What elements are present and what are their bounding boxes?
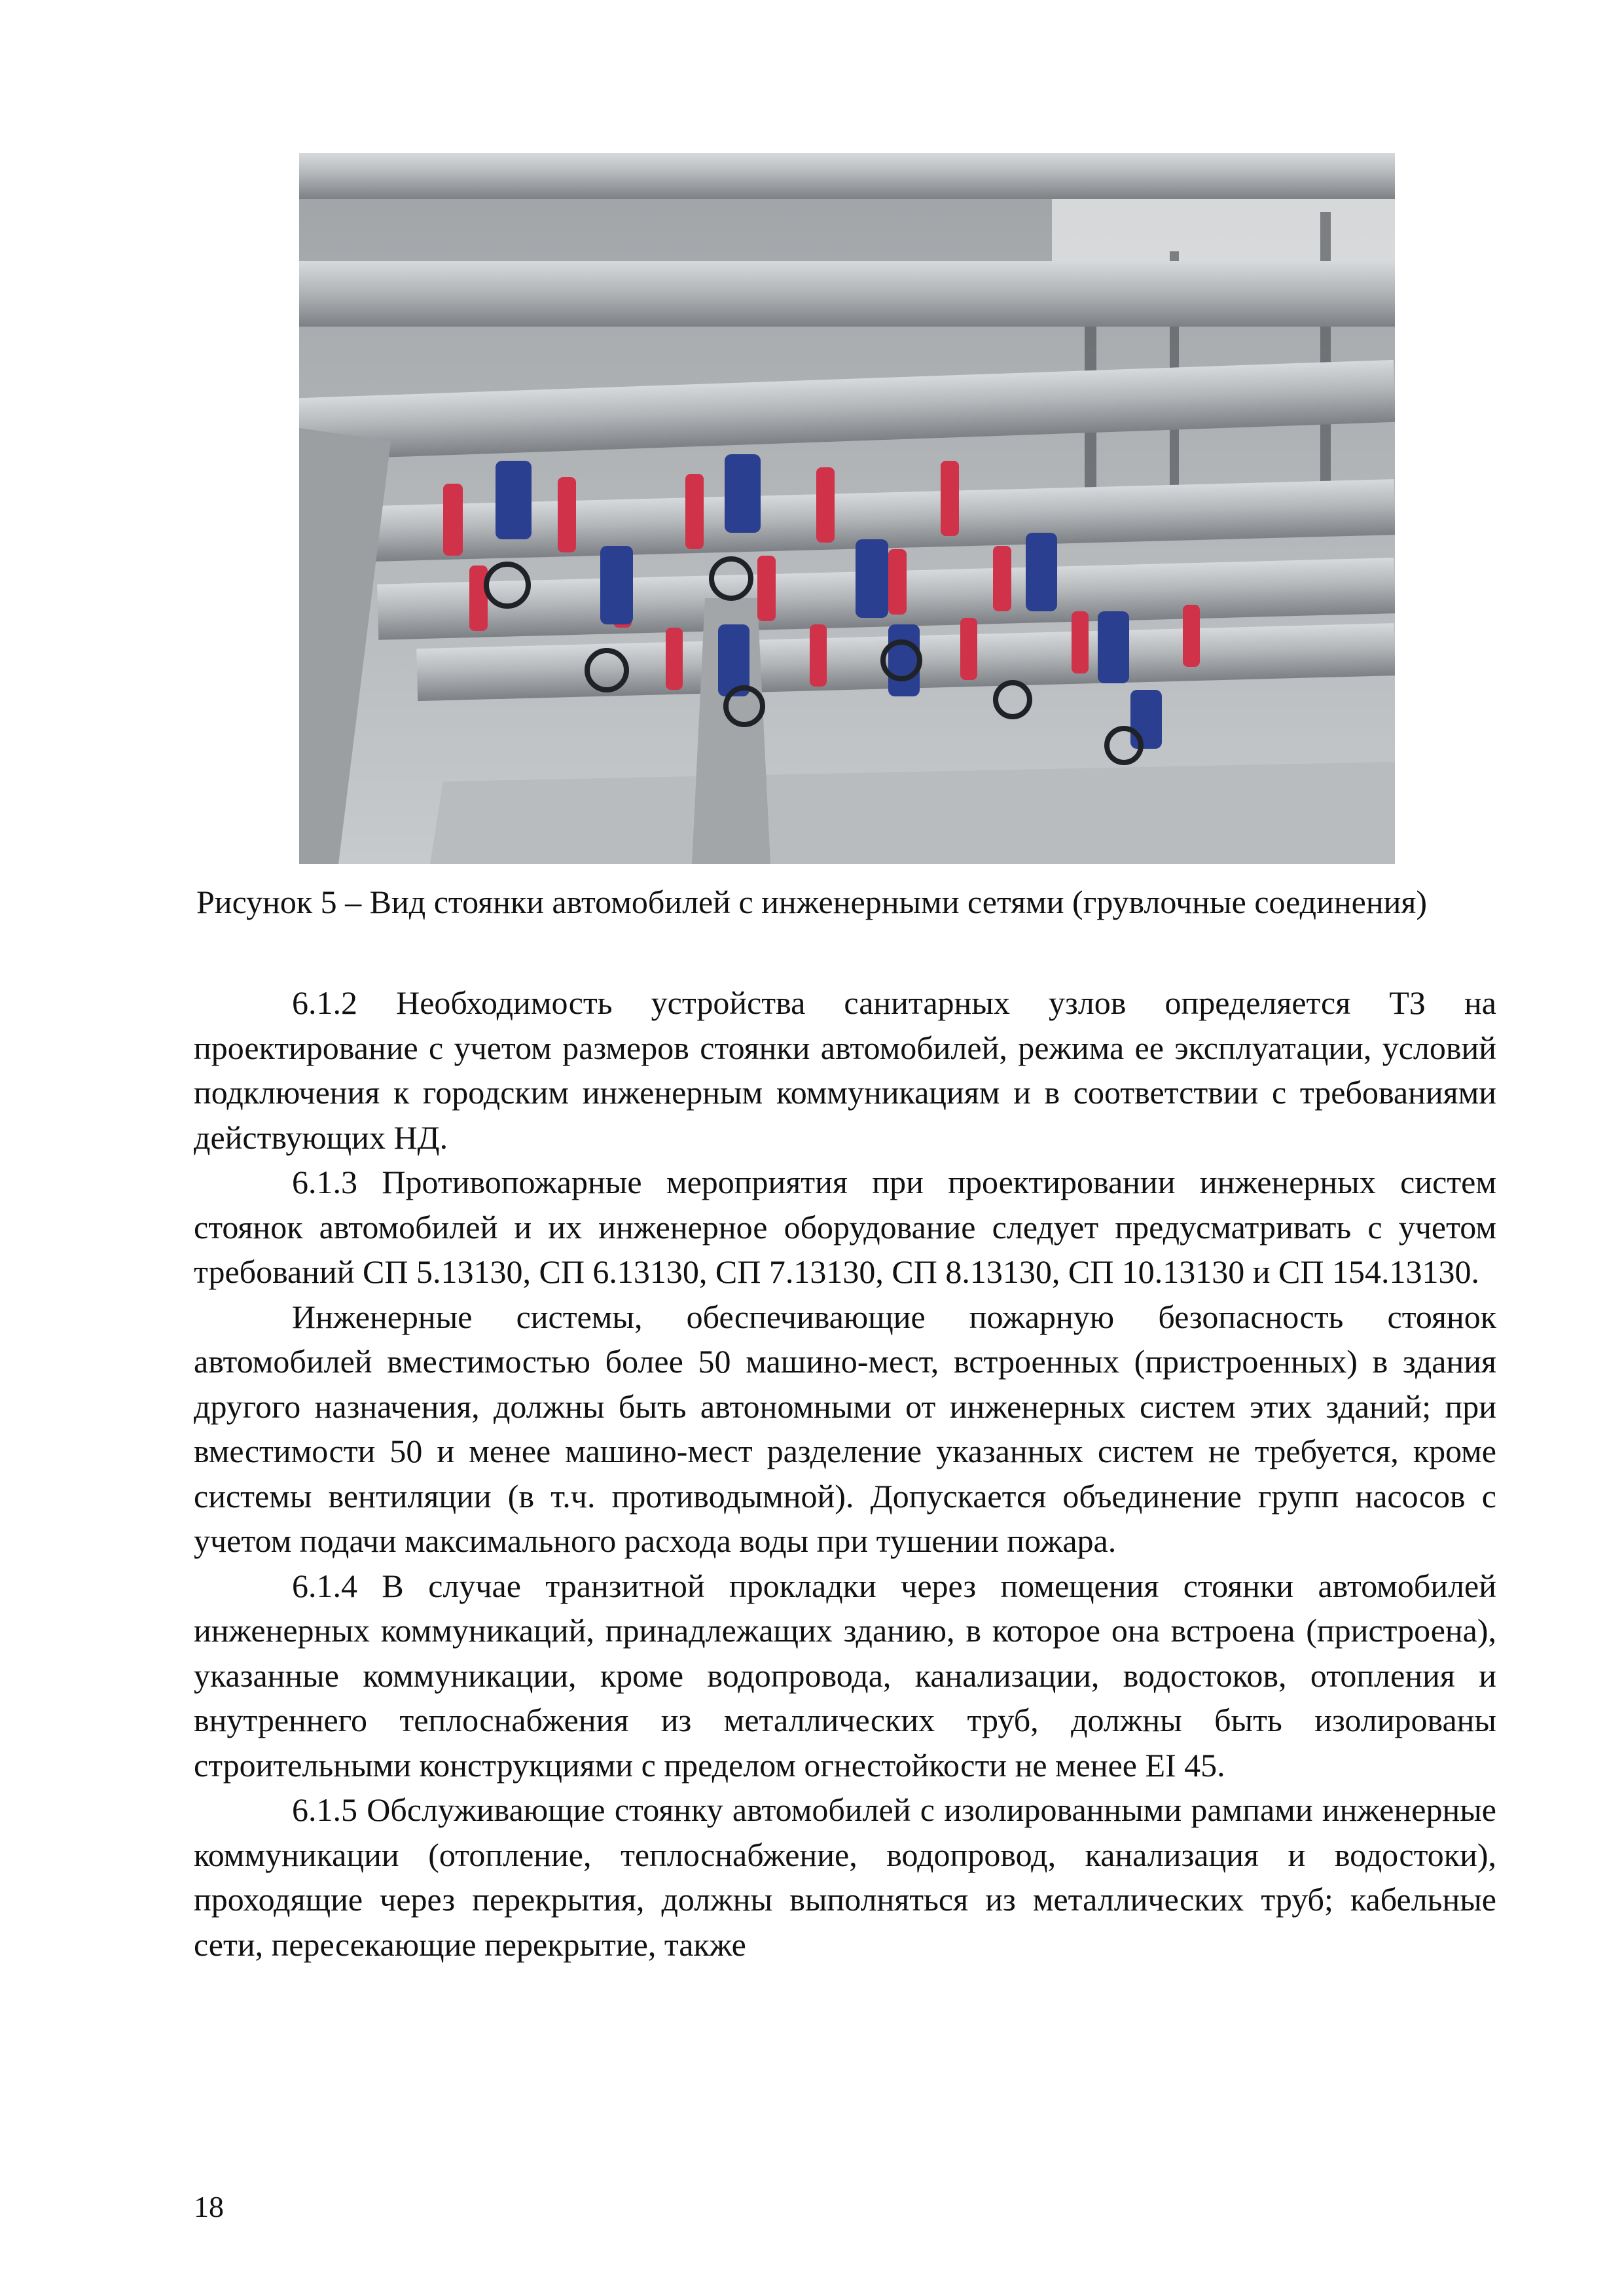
pipes-illustration: [299, 153, 1395, 864]
page-number: 18: [194, 2190, 224, 2223]
paragraph-6-1-5: 6.1.5 Обслуживающие стоянку автомобилей с изолированными рампами инженерные коммуникации (отопление, теплоснабжение, водопровод, канализация и водостоки), проходящие через перекрытия, должны выполняться из металлических труб; кабельные сети, пересекающие перекрытие, также: [194, 1791, 1496, 1963]
figure-photo: [299, 153, 1395, 864]
figure-caption: Рисунок 5 – Вид стоянки автомобилей с инженерными сетями (грувлочные соединения): [196, 884, 1427, 920]
paragraph-6-1-2: 6.1.2 Необходимость устройства санитарных узлов определяется ТЗ на проектирование с учетом размеров стоянки автомобилей, режима ее эксплуатации, условий подключения к городским инженерным коммуникациям и в соответствии с требованиями действующих НД.: [194, 984, 1496, 1156]
body-text: [194, 980, 1496, 1967]
paragraph-engineering-systems: Инженерные системы, обеспечивающие пожарную безопасность стоянок автомобилей вместимостью более 50 машино-мест, встроенных (пристроенных) в здания другого назначения, должны быть автономными от инженерных систем этих зданий; при вместимости 50 и менее машино-мест разделение указанных систем не требуется, кроме системы вентиляции (в т.ч. противодымной). Допускается объединение групп насосов с учетом подачи максимального расхода воды при тушении пожара.: [194, 1298, 1496, 1559]
paragraph-6-1-4: 6.1.4 В случае транзитной прокладки через помещения стоянки автомобилей инженерных коммуникаций, принадлежащих зданию, в которое она встроена (пристроена), указанные коммуникации, кроме водопровода, канализации, водостоков, отопления и внутреннего теплоснабжения из металлических труб, должны быть изолированы строительными конструкциями с пределом огнестойкости не менее EI 45.: [194, 1567, 1496, 1784]
paragraph-6-1-3: 6.1.3 Противопожарные мероприятия при проектировании инженерных систем стоянок автомобилей и их инженерное оборудование следует предусматривать с учетом требований СП 5.13130, СП 6.13130, СП 7.13130, СП 8.13130, СП 10.13130 и СП 154.13130.: [194, 1164, 1496, 1290]
